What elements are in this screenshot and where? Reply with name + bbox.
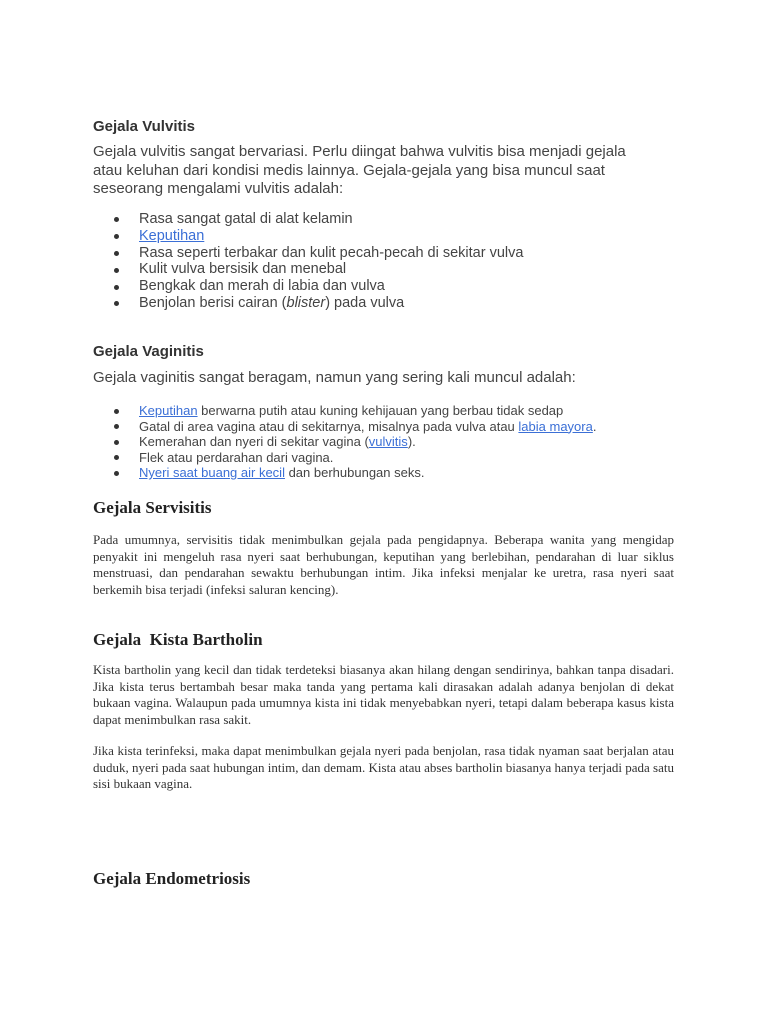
heading-kista-bartholin: Gejala Kista Bartholin (93, 630, 263, 649)
vulvitis-intro: Gejala vulvitis sangat bervariasi. Perlu diingat bahwa vulvitis bisa menjadi gejala atau keluhan dari kondisi medis lainnya. Gejala-gejala yang bisa muncul saat seseorang mengalami vulvitis adalah: (93, 143, 626, 197)
bartholin-paragraph-1: Kista bartholin yang kecil dan tidak terdeteksi biasanya akan hilang dengan sendirinya, bahkan tanpa disadari. Jika kista terus bertambah besar maka tanda yang pertama kali dirasakan adalah adanya benjolan di dekat bukaan vagina. Walaupun pada umumnya kista ini tidak menyebabkan nyeri, tetapi dalam beberapa kasus kista dapat menimbulkan rasa sakit. (93, 662, 674, 727)
vulvitis-list (0, 211, 523, 312)
list-item: Nyeri saat buang air kecil dan berhubungan seks. (0, 465, 596, 481)
bartholin-paragraph-2: Jika kista terinfeksi, maka dapat menimbulkan gejala nyeri pada benjolan, rasa tidak nyaman saat berjalan atau duduk, nyeri pada saat hubungan intim, dan demam. Kista atau abses bartholin biasanya hanya terjadi pada satu sisi bukaan vagina. (93, 743, 674, 791)
bullet-icon (114, 424, 119, 429)
link-keputihan[interactable]: Keputihan (139, 403, 198, 418)
list-item: Benjolan berisi cairan (blister) pada vulva (0, 295, 523, 312)
servisitis-body: Pada umumnya, servisitis tidak menimbulkan gejala pada pengidapnya. Beberapa wanita yang mengidap penyakit ini mengeluh rasa nyeri saat berhubungan, keputihan yang berlebihan, pendarahan di luar siklus menstruasi, dan pendarahan sewaktu berhubungan intim. Jika infeksi menjalar ke uretra, rasa nyeri saat berkemih bisa terjadi (infeksi saluran kencing). (93, 532, 674, 597)
bullet-icon (114, 409, 119, 414)
list-item: Bengkak dan merah di labia dan vulva (0, 278, 523, 295)
vaginitis-list (0, 403, 596, 481)
list-item: Rasa sangat gatal di alat kelamin (0, 211, 523, 228)
list-item (0, 228, 523, 245)
bullet-icon (114, 251, 119, 256)
list-item: Rasa seperti terbakar dan kulit pecah-pecah di sekitar vulva (0, 245, 523, 262)
list-item: Kulit vulva bersisik dan menebal (0, 261, 523, 278)
list-item: Keputihan berwarna putih atau kuning kehijauan yang berbau tidak sedap (0, 403, 596, 419)
bullet-icon (114, 440, 119, 445)
link-keputihan[interactable]: Keputihan (139, 227, 205, 244)
heading-vulvitis: Gejala Vulvitis (93, 118, 195, 135)
bullet-icon (114, 234, 119, 239)
bullet-icon (114, 285, 119, 290)
bullet-icon (114, 471, 119, 476)
link-labia-mayora[interactable]: labia mayora (518, 418, 593, 434)
list-item: Flek atau perdarahan dari vagina. (0, 450, 596, 466)
list-item: Kemerahan dan nyeri di sekitar vagina (vulvitis). (0, 434, 596, 450)
link-vulvitis[interactable]: vulvitis (368, 434, 408, 449)
bullet-icon (114, 301, 119, 306)
heading-servisitis: Gejala Servisitis (93, 498, 212, 517)
bullet-icon (114, 268, 119, 273)
bullet-icon (114, 217, 119, 222)
vaginitis-intro: Gejala vaginitis sangat beragam, namun yang sering kali muncul adalah: (93, 369, 576, 386)
heading-endometriosis: Gejala Endometriosis (93, 869, 251, 888)
list-item: Gatal di area vagina atau di sekitarnya, misalnya pada vulva atau labia mayora. (0, 419, 596, 435)
link-nyeri-buang-air-kecil[interactable]: Nyeri saat buang air kecil (139, 465, 285, 480)
heading-vaginitis: Gejala Vaginitis (93, 343, 204, 360)
bullet-icon (114, 455, 119, 460)
